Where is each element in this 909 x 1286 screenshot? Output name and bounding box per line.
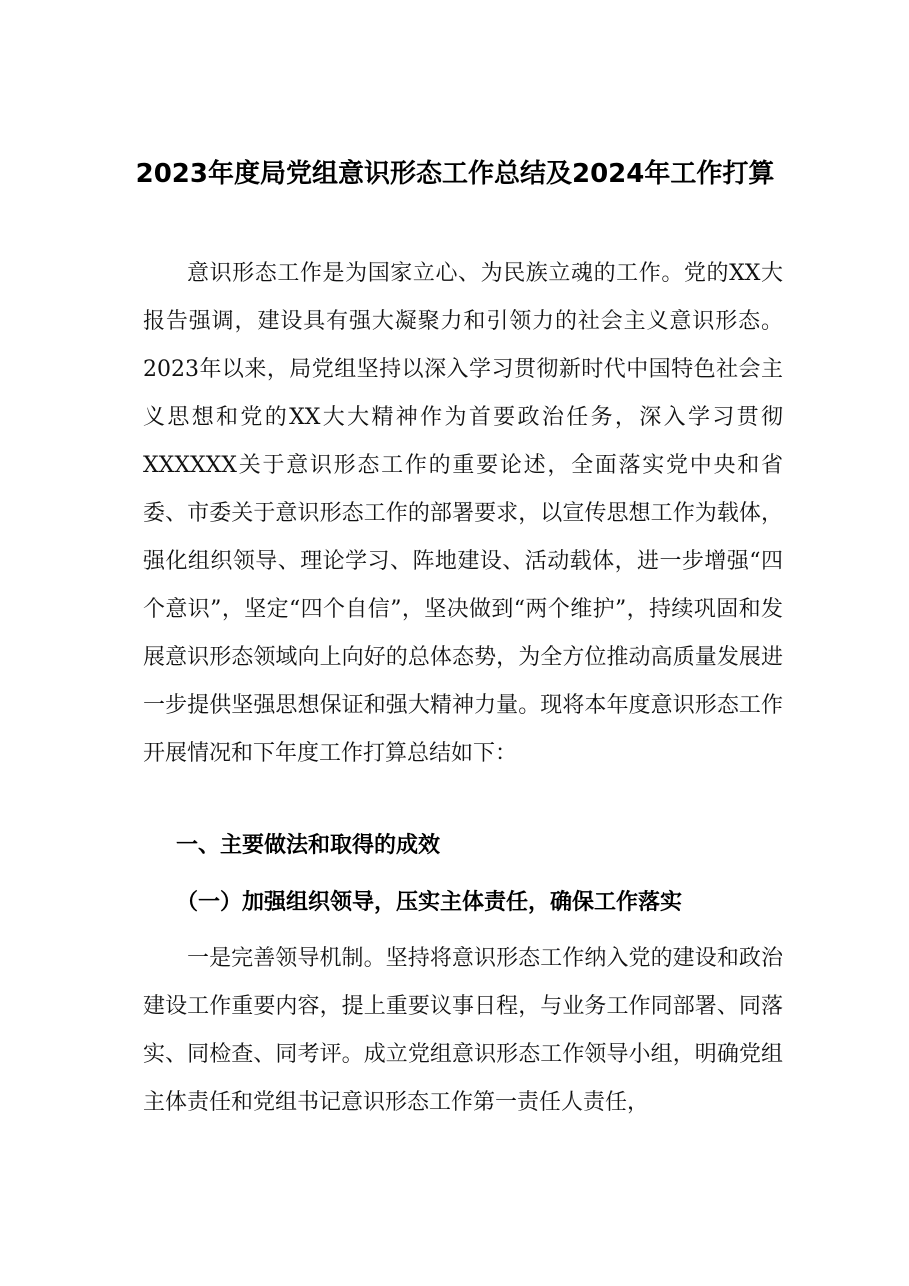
intro-paragraph: 意识形态工作是为国家立心、为民族立魂的工作。党的XX大报告强调，建设具有强大凝聚力和引领力的社会主义意识形态。2023年以来，局党组坚持以深入学习贯彻新时代中国特色社会主义思想和党的XX大大精神作为首要政治任务，深入学习贯彻XXXXXX关于意识形态工作的重要论述，全面落实党中央和省委、市委关于意识形态工作的部署要求，以宣传思想工作为载体，强化组织领导、理论学习、阵地建设、活动载体，进一步增强“四个意识”，坚定“四个自信”，坚决做到“两个维护”，持续巩固和发展意识形态领域向上向好的总体态势，为全方位推动高质量发展进一步提供坚强思想保证和强大精神力量。现将本年度意识形态工作开展情况和下年度工作打算总结如下： — [143, 261, 783, 766]
section-heading: 一、主要做法和取得的成效 — [176, 833, 441, 858]
subsection-heading: （一）加强组织领导，压实主体责任，确保工作落实 — [176, 890, 683, 915]
body-paragraph: 一是完善领导机制。坚持将意识形态工作纳入党的建设和政治建设工作重要内容，提上重要议事日程，与业务工作同部署、同落实、同检查、同考评。成立党组意识形态工作领导小组，明确党组主体责任和党组书记意识形态工作第一责任人责任， — [143, 946, 783, 1115]
document-title: 2023年度局党组意识形态工作总结及2024年工作打算 — [135, 159, 775, 189]
